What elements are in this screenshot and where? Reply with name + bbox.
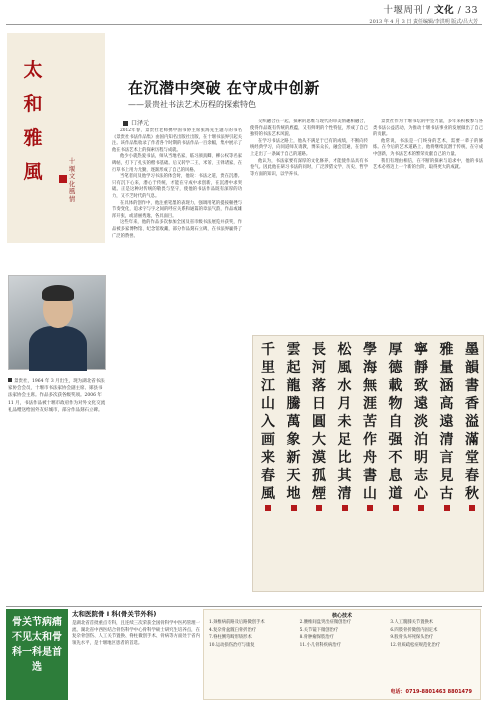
banner-sub-char: 風 <box>68 187 76 195</box>
calligraphy-char: 未 <box>337 414 352 430</box>
calligraphy-char: 山 <box>261 396 275 412</box>
calligraphy-char: 山 <box>363 486 377 502</box>
ad-title: 太和医院骨 I 科(骨关节外科) <box>72 610 157 618</box>
calligraphy-char: 古 <box>439 486 454 502</box>
ad-core-label: 核心技术 <box>331 613 352 619</box>
calligraphy-char: 大 <box>312 432 326 448</box>
calligraphy-char: 淡 <box>414 414 428 430</box>
article-byline: 口泽元 <box>131 120 150 127</box>
calligraphy-strip <box>334 341 356 587</box>
calligraphy-char: 道 <box>388 486 403 502</box>
calligraphy-char: 入 <box>261 414 275 430</box>
masthead-title: 十堰周刊 / 文化 / 33 <box>383 5 478 16</box>
ad-item: 9.股骨头坏死保头治疗 <box>390 635 434 641</box>
ad-item: 7.脊柱侧弯畸形矫形术 <box>209 635 252 641</box>
ad-item: 5.关节镜下微创治疗 <box>299 627 339 633</box>
calligraphy-char: 强 <box>388 432 403 448</box>
calligraphy-strip <box>410 341 432 587</box>
banner-subtitle <box>65 158 79 203</box>
calligraphy-char: 騰 <box>286 396 301 412</box>
calligraphy-char: 里 <box>261 360 275 376</box>
calligraphy-char: 致 <box>414 378 428 394</box>
masthead-meta: 2013 年 4 月 3 日 责任编辑/李洪明 版式/吕大芳 <box>369 19 478 25</box>
ad-item: 8.骨肿瘤保肢治疗 <box>299 635 334 641</box>
calligraphy-char: 比 <box>337 450 352 466</box>
author-portrait <box>8 275 106 370</box>
calligraphy-strip <box>359 341 381 587</box>
section-name: 文化 <box>434 5 455 16</box>
caption-text: 景贵社，1964 年 3 月出生，现为湖北省书法家协会会员，十堰市书法家协会副主席、郧县书法家协会主席。作品多次获各级奖项。2006 年 11 月，书法作品被十堰市政府作为对外文化交流礼品赠送给国外友好城市，部分作品刻石立碑。 <box>8 379 106 413</box>
paragraph: 他常说，书法是一门终身的艺术，需要一辈子的修炼。在今后的艺术道路上，他将继续沉潜于传统，在守成中创新，为书法艺术的繁荣贡献自己的力量。 <box>373 138 483 157</box>
calligraphy-char: 地 <box>286 486 301 502</box>
ad-item: 4.复杂骨盆髋臼骨折治疗 <box>209 627 257 633</box>
banner-char: 風 <box>23 161 43 183</box>
byline-icon <box>123 121 128 126</box>
calligraphy-char: 作 <box>363 432 377 448</box>
article-column-1 <box>112 128 242 606</box>
calligraphy-seal <box>393 505 399 511</box>
calligraphy-strip <box>436 341 458 587</box>
calligraphy-char: 無 <box>363 378 377 394</box>
calligraphy-char: 涵 <box>439 378 454 394</box>
calligraphy-seal <box>418 505 424 511</box>
ad-item: 12.骨质疏松症规范化治疗 <box>390 642 441 648</box>
paragraph: 在具体的创作中，他注重笔墨的表现力，强调用笔的提按顿挫与节奏变化，追求字与字之间的呼应关系和通篇的章法气韵，作品或雄浑开张，或清丽秀逸，各具面目。 <box>112 200 242 219</box>
calligraphy-char: 苦 <box>363 414 377 430</box>
calligraphy-char: 雲 <box>286 342 301 358</box>
portrait-caption <box>8 378 106 414</box>
article-column-3 <box>373 119 483 328</box>
calligraphy-char: 其 <box>337 468 352 484</box>
calligraphy-char: 香 <box>465 396 479 412</box>
paragraph: 这些年来，他的作品多次参加全国及省市级书法展览并获奖，作品被多家博物馆、纪念馆收藏，部分作品刻石立碑，在书法界赢得了广泛的赞誉。 <box>112 220 242 239</box>
calligraphy-char: 画 <box>261 432 275 448</box>
calligraphy-char: 千 <box>261 342 275 358</box>
calligraphy-char: 水 <box>337 378 352 394</box>
calligraphy-char: 長 <box>312 342 326 358</box>
calligraphy-strip <box>308 341 330 587</box>
calligraphy-char: 量 <box>439 360 454 376</box>
paragraph: 2012年春，景贵社老师携中国书协主席张海先生题写的书名《景贵社书法作品集》由国内知名出版社出版，在十堰书法界引起关注。该作品集收录了作者各个时期的书法作品一百余幅，集中展示了他在书法艺术上的探索历程与成就。 <box>112 128 242 153</box>
caption-marker-icon <box>8 378 12 382</box>
portrait-body <box>29 326 87 371</box>
calligraphy-seal <box>469 505 475 511</box>
calligraphy-char: 落 <box>312 378 326 394</box>
calligraphy-char: 明 <box>414 450 428 466</box>
calligraphy-char: 不 <box>388 450 403 466</box>
paragraph: 景贵社作为十堰书坛的中坚力量，多年来积极参与各类书法公益活动，为推动十堰书法事业的发展做出了自己的贡献。 <box>373 119 483 138</box>
calligraphy-char: 月 <box>337 396 352 412</box>
banner-sub-char: 十 <box>68 157 76 165</box>
page-number: 33 <box>464 5 478 16</box>
calligraphy-char: 載 <box>388 378 403 394</box>
calligraphy-char: 龍 <box>286 378 301 394</box>
calligraphy-char: 自 <box>388 414 403 430</box>
calligraphy-char: 来 <box>261 450 275 466</box>
calligraphy-char: 起 <box>286 360 301 376</box>
ad-item: 6.四肢骨折微创内固定术 <box>390 627 438 633</box>
calligraphy-strip <box>257 341 279 587</box>
banner-char: 和 <box>23 93 43 115</box>
calligraphy-char: 足 <box>337 432 352 448</box>
calligraphy-char: 高 <box>439 396 454 412</box>
banner-title <box>13 53 53 189</box>
masthead-divider <box>6 24 482 25</box>
calligraphy-char: 清 <box>337 486 352 502</box>
calligraphy-char: 新 <box>286 450 301 466</box>
calligraphy-char: 煙 <box>312 486 326 502</box>
calligraphy-char: 風 <box>337 360 352 376</box>
calligraphy-seal <box>367 505 373 511</box>
calligraphy-char: 學 <box>363 342 377 358</box>
calligraphy-char: 堂 <box>465 450 479 466</box>
calligraphy-char: 涯 <box>363 396 377 412</box>
calligraphy-char: 志 <box>414 468 428 484</box>
calligraphy-char: 韻 <box>465 360 479 376</box>
ad-item: 11.小儿骨科疾病治疗 <box>299 642 341 648</box>
calligraphy-char: 泊 <box>414 432 428 448</box>
calligraphy-char: 春 <box>465 468 479 484</box>
calligraphy-char: 德 <box>388 360 403 376</box>
calligraphy-char: 墨 <box>465 342 479 358</box>
calligraphy-seal <box>444 505 450 511</box>
calligraphy-char: 象 <box>286 432 301 448</box>
calligraphy-char: 靜 <box>414 360 428 376</box>
calligraphy-char: 松 <box>337 342 352 358</box>
paragraph: 当笔者问及他学习书法的体会时，他说：书法之道，贵在沉潜。只有沉下心来，潜心于传统，才能在守成中求创新，在沉潜中求突破。正是这种对传统的敬畏与坚守，使他的书法作品既有深厚的功力，又不乏时代的气息。 <box>112 174 242 199</box>
article-headline: 在沉潜中突破 在守成中创新 <box>128 79 320 97</box>
banner-sub-char: 文 <box>68 172 76 180</box>
calligraphy-char: 見 <box>439 468 454 484</box>
column-banner <box>7 33 105 243</box>
calligraphy-char: 滿 <box>465 432 479 448</box>
ad-item: 1.颈椎病前路及后路微创手术 <box>209 620 265 626</box>
banner-sub-char: 情 <box>68 194 76 203</box>
calligraphy-strip <box>385 341 407 587</box>
calligraphy-char: 遠 <box>439 414 454 430</box>
article-column-2 <box>250 119 368 328</box>
calligraphy-char: 河 <box>312 360 326 376</box>
calligraphy-seal <box>342 505 348 511</box>
calligraphy-char: 天 <box>286 468 301 484</box>
paper-name: 十堰周刊 <box>383 5 424 16</box>
ad-item: 2.腰椎间盘突出症微创治疗 <box>299 620 352 626</box>
calligraphy-strip <box>461 341 483 587</box>
calligraphy-char: 海 <box>363 360 377 376</box>
calligraphy-char: 言 <box>439 450 454 466</box>
banner-char: 雅 <box>23 127 43 149</box>
calligraphy-seal <box>291 505 297 511</box>
calligraphy-char: 書 <box>363 468 377 484</box>
calligraphy-seal <box>316 505 322 511</box>
calligraphy-char: 舟 <box>363 450 377 466</box>
calligraphy-char: 雅 <box>439 342 454 358</box>
calligraphy-char: 厚 <box>388 342 403 358</box>
portrait-hair <box>42 285 74 301</box>
ad-item-list <box>209 613 475 649</box>
calligraphy-char: 圓 <box>312 414 326 430</box>
ad-slogan: 骨关节病痛不见太和骨科一科是首选 <box>6 609 68 700</box>
paragraph: 他认为，书法家要有深厚的文化修养，才能使作品具有书卷气。因此他在研习书法的同时，广泛涉猎文学、历史、哲学等方面的知识，以学养书。 <box>250 158 368 177</box>
ad-divider <box>6 606 482 607</box>
calligraphy-char: 息 <box>388 468 403 484</box>
masthead <box>369 2 478 25</box>
calligraphy-char: 物 <box>388 396 403 412</box>
calligraphy-char: 心 <box>414 486 428 502</box>
ad-description <box>72 609 200 700</box>
calligraphy-char: 江 <box>261 378 275 394</box>
paragraph: 交织融合在一起，探索的思维与现代的审美情趣相融合，使得作品既有传统的底蕴，又有鲜明的个性特征，形成了自己独特的书法艺术风貌。 <box>250 119 368 138</box>
ad-core-technologies <box>203 609 481 700</box>
calligraphy-char: 日 <box>312 396 326 412</box>
calligraphy-char: 風 <box>261 486 275 502</box>
calligraphy-char: 書 <box>465 378 479 394</box>
banner-sub-char: 堰 <box>68 164 76 173</box>
ad-item: 3.人工髋膝关节置换术 <box>390 620 434 626</box>
calligraphy-char: 孤 <box>312 468 326 484</box>
calligraphy-strip <box>283 341 305 587</box>
ad-body: 是湖北省首批重点专科，且连续三次荣获全国骨科学中医药管理一流、湖北省中西医结合骨伤科学中心骨科学硕士研究生培养点，在复杂骨创伤、人工关节置换、脊柱微创手术、骨病等方面处于省内领先水平，是十堰地区患者的首选。 <box>72 621 200 646</box>
banner-char: 太 <box>23 59 43 81</box>
calligraphy-char: 寧 <box>414 342 428 358</box>
calligraphy-char: 萬 <box>286 414 301 430</box>
calligraphy-char: 秋 <box>465 486 479 502</box>
article-subhead: ——景贵社书法艺术历程的探索特色 <box>128 100 256 109</box>
paragraph: 他少小就热爱书法，师从当地名家，临习颜真卿、柳公权等名家碑帖，打下了扎实的楷书基础。后又转学二王、米芾、王铎诸家，在行草书上用力尤勤，逐渐形成了自己的风格。 <box>112 154 242 173</box>
ad-phone: 电话：0719-8801463 8801479 <box>390 689 472 695</box>
ad-item: 10.运动损伤治疗与康复 <box>209 642 255 648</box>
paragraph: 在学习书法之路上，他从不满足于已有的成绩，不断向传统经典学习，向同道师友请教，博采众长，融会贯通，在创作上走出了一条属于自己的道路。 <box>250 138 368 157</box>
calligraphy-char: 春 <box>261 468 275 484</box>
calligraphy-char: 溢 <box>465 414 479 430</box>
banner-sub-char: 化 <box>68 179 76 188</box>
calligraphy-seal <box>265 505 271 511</box>
calligraphy-char: 清 <box>439 432 454 448</box>
paragraph: 我们有理由相信，在不断的探索与追求中，他的书法艺术必将迈上一个新的台阶，取得更大的成就。 <box>373 158 483 171</box>
calligraphy-panel <box>252 335 484 592</box>
calligraphy-char: 漠 <box>312 450 326 466</box>
calligraphy-char: 遠 <box>414 396 428 412</box>
